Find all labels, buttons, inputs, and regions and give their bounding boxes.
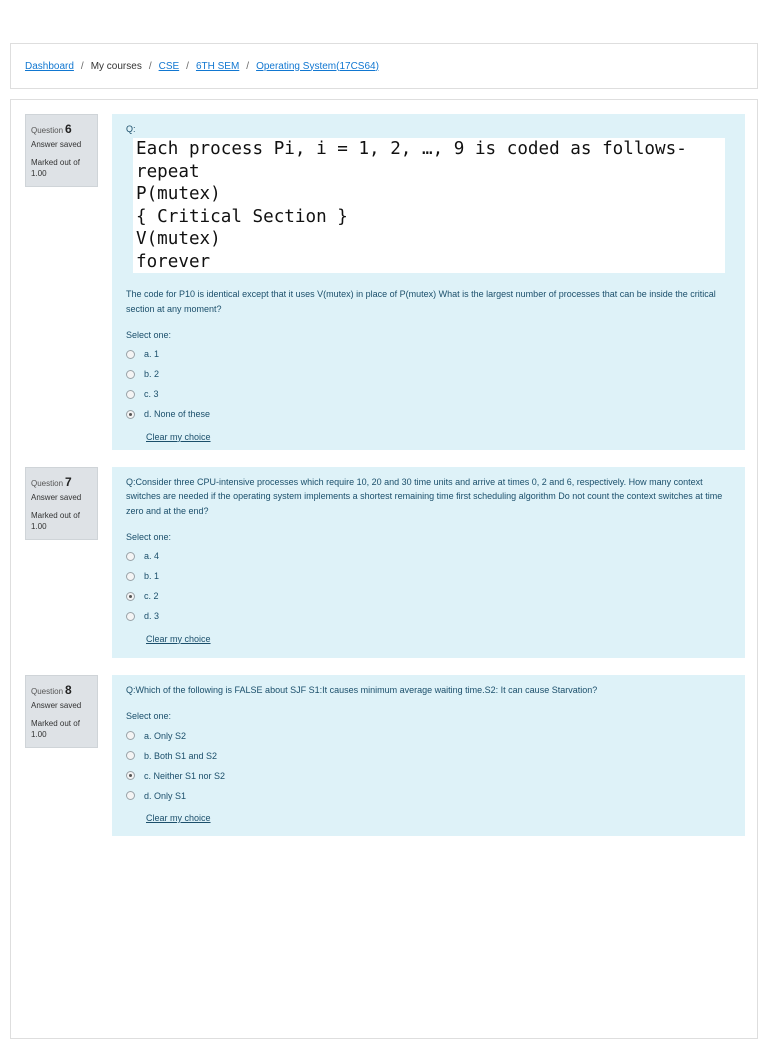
radio-button[interactable] [126, 731, 135, 740]
option-label: a. Only S2 [144, 730, 187, 741]
answer-option-d[interactable] [126, 786, 731, 806]
question-state: Answer saved [31, 701, 82, 711]
answer-option-b[interactable] [126, 365, 731, 385]
option-label: b. Both S1 and S2 [144, 750, 218, 761]
answer-list [126, 547, 731, 627]
answer-option-a[interactable] [126, 345, 731, 365]
breadcrumb-my-courses: My courses [90, 60, 142, 72]
option-label: a. 4 [144, 551, 160, 562]
quiz-region [10, 99, 758, 1039]
radio-button[interactable] [126, 572, 135, 581]
question-number: 8 [65, 683, 72, 697]
question-label: Question [31, 479, 64, 488]
question-grade: Marked out of 1.00 [31, 157, 80, 178]
radio-button-selected[interactable] [126, 410, 135, 419]
breadcrumb-separator: / [186, 60, 189, 72]
breadcrumb-dashboard[interactable]: Dashboard [25, 60, 74, 72]
radio-button-selected[interactable] [126, 592, 135, 601]
question-info-7 [25, 467, 98, 540]
clear-choice-link[interactable]: Clear my choice [146, 431, 211, 442]
question-text: Q:Consider three CPU-intensive processes which require 10, 20 and 30 time units and arrive at times 0, 2 and 6, respectively. How many context switches are needed if the operating system implements a shortest remaining time first scheduling algorithm Do not count the context switches at time zero and at the end? [126, 477, 723, 516]
question-prefix: Q: [126, 124, 136, 134]
question-label: Question [31, 126, 64, 135]
breadcrumb-6th-sem[interactable]: 6TH SEM [195, 60, 240, 72]
breadcrumb-separator: / [80, 60, 84, 72]
breadcrumb [10, 43, 758, 89]
question-state: Answer saved [31, 140, 82, 150]
clear-choice-link[interactable]: Clear my choice [146, 812, 211, 823]
option-label: b. 2 [144, 369, 160, 380]
radio-button[interactable] [126, 350, 135, 359]
answer-option-d[interactable] [126, 607, 731, 627]
question-content-8 [112, 675, 745, 836]
question-info-6 [25, 114, 98, 187]
answer-option-c[interactable] [126, 587, 731, 607]
question-info-8 [25, 675, 98, 748]
question-number: 7 [65, 475, 72, 489]
option-label: d. 3 [144, 611, 160, 622]
question-label: Question [31, 687, 64, 696]
question-grade: Marked out of 1.00 [31, 718, 80, 739]
answer-list [126, 726, 731, 806]
select-one-label: Select one: [126, 330, 172, 341]
radio-button[interactable] [126, 552, 135, 561]
radio-button-selected[interactable] [126, 771, 135, 780]
breadcrumb-separator: / [148, 60, 152, 72]
option-label: c. 2 [144, 591, 159, 602]
select-one-label: Select one: [126, 711, 172, 722]
breadcrumb-cse[interactable]: CSE [158, 60, 180, 72]
radio-button[interactable] [126, 791, 135, 800]
select-one-label: Select one: [126, 532, 172, 543]
question-content-7 [112, 467, 745, 658]
radio-button[interactable] [126, 370, 135, 379]
option-label: d. Only S1 [144, 790, 187, 801]
breadcrumb-separator: / [246, 60, 250, 72]
option-label: b. 1 [144, 571, 160, 582]
question-text: The code for P10 is identical except that it uses V(mutex) in place of P(mutex) What is the largest number of processes that can be inside the critical section at any moment? [126, 289, 716, 314]
answer-option-c[interactable] [126, 766, 731, 786]
question-content-6 [112, 114, 745, 450]
option-label: c. 3 [144, 389, 159, 400]
answer-option-d[interactable] [126, 405, 731, 425]
question-number: 6 [65, 122, 72, 136]
answer-option-c[interactable] [126, 385, 731, 405]
question-text: Q:Which of the following is FALSE about SJF S1:It causes minimum average waiting time.S2: It can cause Starvation? [126, 685, 598, 695]
answer-option-a[interactable] [126, 547, 731, 567]
option-label: a. 1 [144, 349, 160, 360]
question-state: Answer saved [31, 493, 82, 503]
code-block: Each process Pi, i = 1, 2, …, 9 is coded as follows- repeat P(mutex) { Critical Section } V(mutex) forever [133, 138, 725, 273]
clear-choice-link[interactable]: Clear my choice [146, 633, 211, 644]
option-label: d. None of these [144, 409, 211, 420]
option-label: c. Neither S1 nor S2 [144, 770, 226, 781]
answer-option-b[interactable] [126, 567, 731, 587]
breadcrumb-operating-system[interactable]: Operating System(17CS64) [256, 60, 379, 72]
answer-option-b[interactable] [126, 746, 731, 766]
answer-option-a[interactable] [126, 726, 731, 746]
answer-list [126, 345, 731, 425]
radio-button[interactable] [126, 390, 135, 399]
radio-button[interactable] [126, 751, 135, 760]
question-grade: Marked out of 1.00 [31, 510, 80, 531]
radio-button[interactable] [126, 612, 135, 621]
